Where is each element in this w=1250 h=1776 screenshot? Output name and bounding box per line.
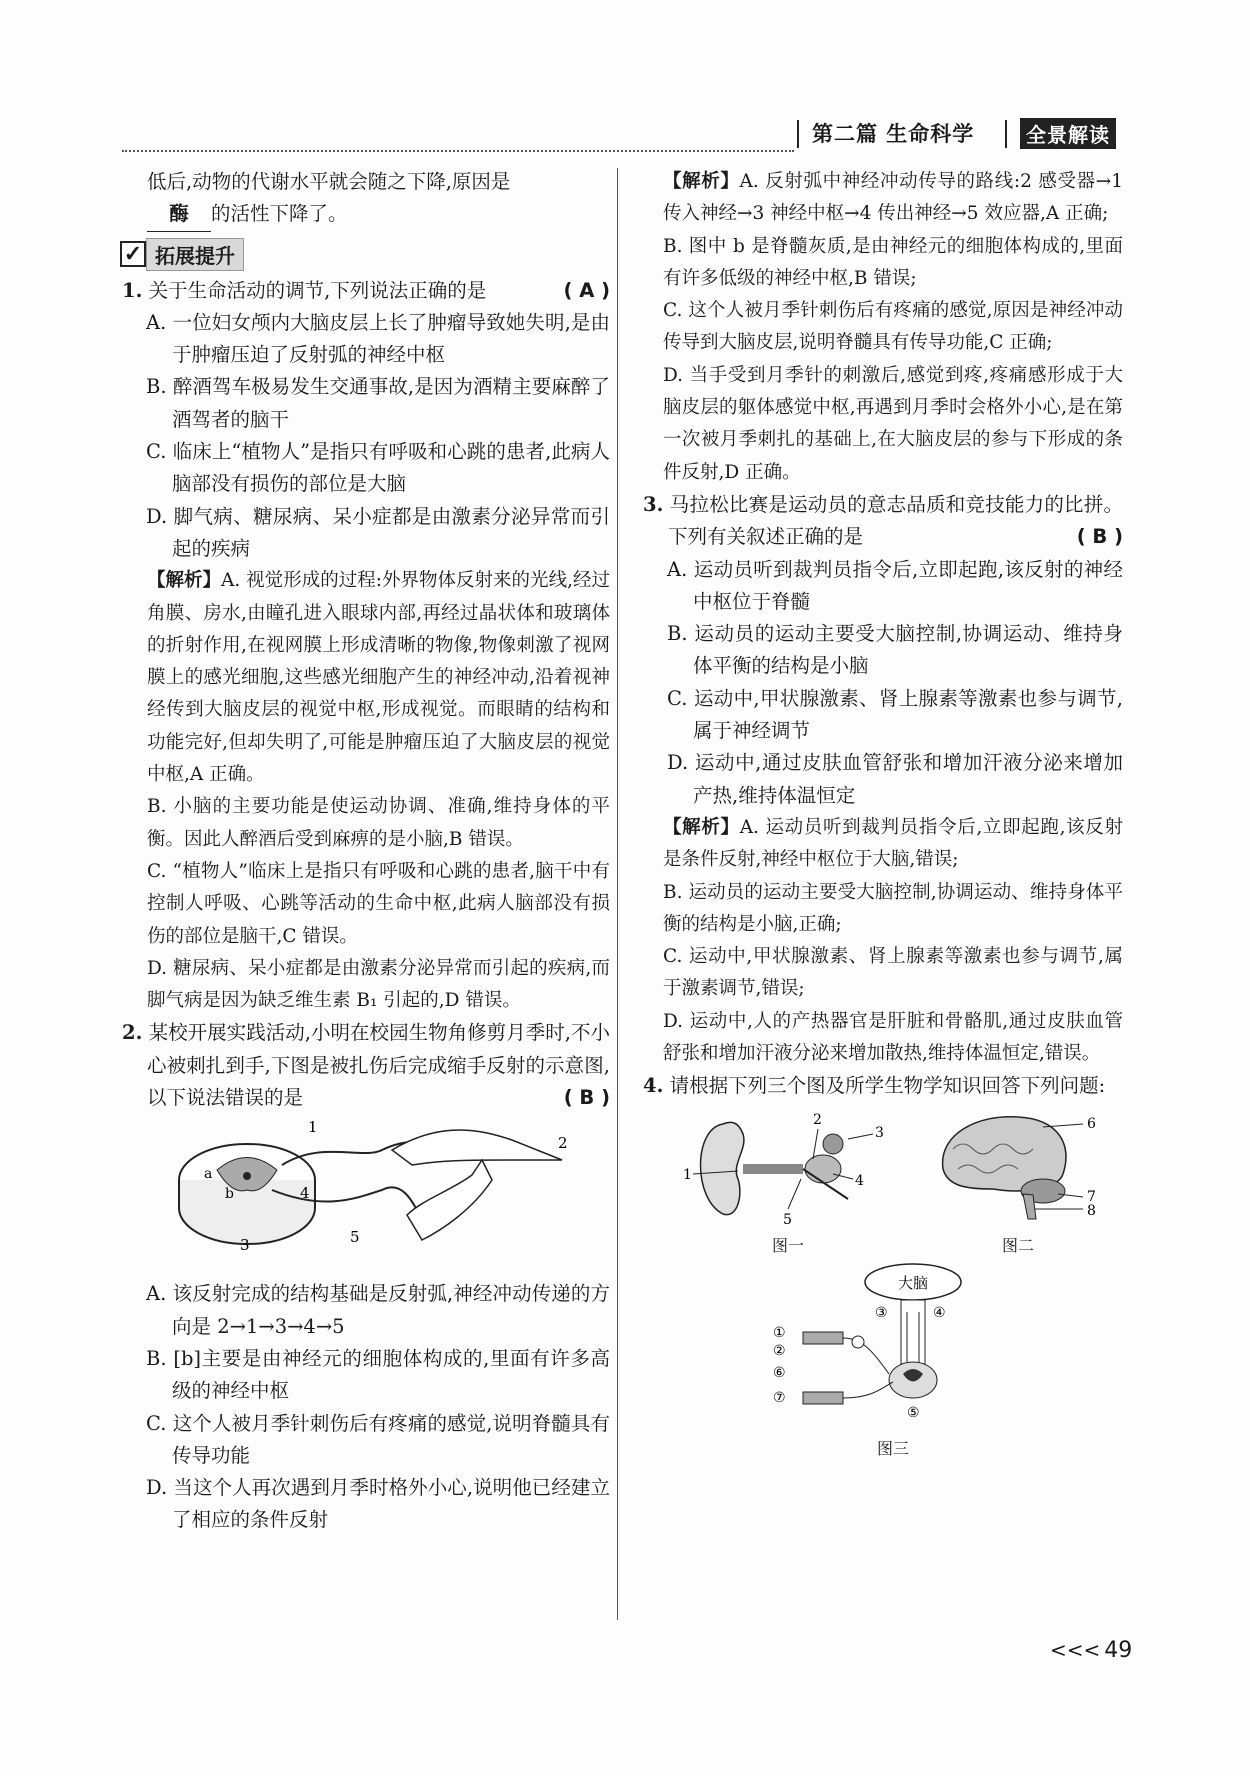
svg-text:5: 5 [783, 1211, 792, 1228]
svg-text:3: 3 [875, 1124, 884, 1141]
svg-text:6: 6 [1087, 1115, 1096, 1132]
option-d: D. 脚气病、糖尿病、呆小症都是由激素分泌异常而引起的疾病 [146, 504, 610, 560]
question-4: 4. 请根据下列三个图及所学生物学知识回答下列问题: [643, 1074, 1106, 1098]
option-b: B. 醉酒驾车极易发生交通事故,是因为酒精主要麻醉了酒驾者的脑干 [146, 375, 610, 431]
svg-text:⑥: ⑥ [773, 1364, 786, 1381]
series-badge: 全景解读 [1020, 118, 1116, 149]
right-column [643, 166, 1123, 1459]
checkmark-icon: ✓ [120, 241, 146, 267]
question-2-options [122, 1278, 610, 1536]
question-3: 3. 马拉松比赛是运动员的意志品质和竞技能力的比拼。下列有关叙述正确的是 ( B ) A. 运动员听到裁判员指令后,立即起跑,该反射的神经中枢位于脊髓 B. 运动员的运动主要受大脑控制,协调运动、维持身体平衡的结构是小脑 C. 运动中,甲状腺激素、肾上腺素等激素也参与调节,属于神经调节 D. 运动中,通过皮肤血管舒张和增加汗液分泌来增加产热,维持体温恒定 [643, 489, 1123, 812]
option-a: A. 该反射完成的结构基础是反射弧,神经冲动传递的方向是 2→1→3→4→5 [146, 1282, 610, 1338]
nervous-pathway-figure [763, 1262, 1023, 1432]
figure-2 [933, 1109, 1103, 1256]
question-2: 2. 某校开展实践活动,小明在校园生物角修剪月季时,不小心被刺扎到手,下图是被扎伤后完成缩手反射的示意图,以下说法错误的是 ( B ) [122, 1017, 610, 1114]
figure-1-caption: 图一 [771, 1235, 804, 1255]
fig-label: 4 [300, 1184, 310, 1203]
reflex-arc-figure [122, 1120, 610, 1260]
option-c: C. 这个人被月季针刺伤后有疼痛的感觉,说明脊髓具有传导功能 [146, 1411, 610, 1467]
option-a: A. 一位妇女颅内大脑皮层上长了肿瘤导致她失明,是由于肿瘤压迫了反射弧的神经中枢 [146, 310, 610, 367]
fig-label: 2 [558, 1134, 568, 1153]
brain-figure [933, 1109, 1103, 1229]
column-divider [617, 168, 618, 1620]
part-title: 第二篇 生命科学 [812, 122, 975, 146]
option-b: B. 运动员的运动主要受大脑控制,协调运动、维持身体平衡的结构是小脑 [667, 622, 1123, 678]
fig-label: b [225, 1186, 234, 1203]
answer: ( B ) [1076, 525, 1123, 549]
option-d: D. 当这个人再次遇到月季时格外小心,说明他已经建立了相应的条件反射 [146, 1476, 610, 1532]
fig-label: 3 [240, 1236, 250, 1255]
analysis-q2: 【解析】A. 反射弧中神经冲动传导的路线:2 感受器→1 传入神经→3 神经中枢→4 传出神经→5 效应器,A 正确; B. 图中 b 是脊髓灰质,是由神经元的细胞体构成的,里面有许多低级的神经中枢,B 错误; C. 这个人被月季针刺伤后有疼痛的感觉,原因是神经冲动传导到大脑皮层,说明脊髓具有传导功能,C 正确; D. 当手受到月季针的刺激后,感觉到疼,疼痛感形成于大脑皮层的躯体感觉中枢,再遇到月季时会格外小心,是在第一次被月季刺扎的基础上,在大脑皮层的参与下形成的条件反射,D 正确。 [663, 171, 1123, 483]
answer: ( A ) [563, 278, 610, 302]
header-dotted-rule [122, 150, 794, 152]
fill-blank-answer: 酶 [147, 198, 211, 231]
fig-label: 5 [350, 1228, 360, 1247]
svg-text:4: 4 [855, 1172, 864, 1189]
q4-figures-row [663, 1109, 1123, 1256]
page-header [122, 118, 1122, 154]
svg-text:②: ② [773, 1342, 786, 1359]
svg-text:④: ④ [933, 1304, 946, 1321]
analysis-q1: 【解析】A. 视觉形成的过程:外界物体反射来的光线,经过角膜、房水,由瞳孔进入眼球内部,再经过晶状体和玻璃体的折射作用,在视网膜上形成清晰的物像,物像刺激了视网膜上的感光细胞,这些感光细胞产生的神经冲动,沿着视神经传到大脑皮层的视觉中枢,形成视觉。而眼睛的结构和功能完好,但却失明了,可能是肿瘤压迫了大脑皮层的视觉中枢,A 正确。 B. 小脑的主要功能是使运动协调、准确,维持身体的平衡。因此人醉酒后受到麻痹的是小脑,B 错误。 C. “植物人”临床上是指只有呼吸和心跳的患者,脑干中有控制人呼吸、心跳等活动的生命中枢,此病人脑部没有损伤的部位是脑干,C 错误。 D. 糖尿病、呆小症都是由激素分泌异常而引起的疾病,而脚气病是因为缺乏维生素 B₁ 引起的,D 错误。 [147, 570, 610, 1012]
page-number: <<< 49 [1050, 1638, 1133, 1663]
option-c: C. 运动中,甲状腺激素、肾上腺素等激素也参与调节,属于神经调节 [667, 686, 1123, 743]
svg-text:1: 1 [683, 1166, 692, 1183]
svg-text:8: 8 [1087, 1202, 1096, 1219]
figure-3-caption: 图三 [876, 1438, 909, 1458]
answer: ( B ) [563, 1086, 610, 1110]
fig-label: a [204, 1166, 213, 1183]
brain-label: 大脑 [898, 1273, 929, 1292]
analysis-q3: 【解析】A. 运动员听到裁判员指令后,立即起跑,该反射是条件反射,神经中枢位于大脑,错误; B. 运动员的运动主要受大脑控制,协调运动、维持身体平衡的结构是小脑,正确; C. 运动中,甲状腺激素、肾上腺素等激素也参与调节,属于激素调节,错误; D. 运动中,人的产热器官是肝脏和骨骼肌,通过皮肤血管舒张和增加汗液分泌来增加散热,维持体温恒定,错误。 [663, 816, 1123, 1065]
option-d: D. 运动中,通过皮肤血管舒张和增加汗液分泌来增加产热,维持体温恒定 [667, 751, 1123, 807]
figure-3 [663, 1262, 1123, 1459]
svg-text:③: ③ [875, 1304, 888, 1321]
option-a: A. 运动员听到裁判员指令后,立即起跑,该反射的神经中枢位于脊髓 [667, 557, 1123, 613]
left-column [122, 166, 610, 1537]
section-title: ✓ 拓展提升 [120, 238, 244, 271]
intro-line: 低后,动物的代谢水平就会随之下降,原因是 [147, 170, 511, 193]
chevrons-left-icon: <<< [1050, 1638, 1101, 1662]
figure-2-caption: 图二 [1001, 1235, 1034, 1255]
svg-text:2: 2 [813, 1111, 822, 1128]
option-b: B. [b]主要是由神经元的细胞体构成的,里面有许多高级的神经中枢 [146, 1346, 610, 1403]
header-separator [797, 120, 799, 148]
intro-line-2: 酶 的活性下降了。 [122, 198, 610, 231]
svg-text:⑤: ⑤ [907, 1404, 920, 1421]
option-c: C. 临床上“植物人”是指只有呼吸和心跳的患者,此病人脑部没有损伤的部位是大脑 [146, 440, 610, 496]
question-1: 1. 关于生命活动的调节,下列说法正确的是 ( A ) A. 一位妇女颅内大脑皮层上长了肿瘤导致她失明,是由于肿瘤压迫了反射弧的神经中枢 B. 醉酒驾车极易发生交通事故,是因为酒精主要麻醉了酒驾者的脑干 C. 临床上“植物人”是指只有呼吸和心跳的患者,此病人脑部没有损伤的部位是大脑 D. 脚气病、糖尿病、呆小症都是由激素分泌异常而引起的疾病 [122, 275, 610, 566]
fig-label: 1 [308, 1120, 318, 1137]
svg-text:⑦: ⑦ [773, 1389, 786, 1406]
header-separator [1005, 120, 1007, 148]
svg-text:①: ① [773, 1324, 786, 1341]
ear-figure [683, 1109, 893, 1229]
figure-1 [683, 1109, 893, 1256]
svg-text:7: 7 [1087, 1188, 1096, 1205]
